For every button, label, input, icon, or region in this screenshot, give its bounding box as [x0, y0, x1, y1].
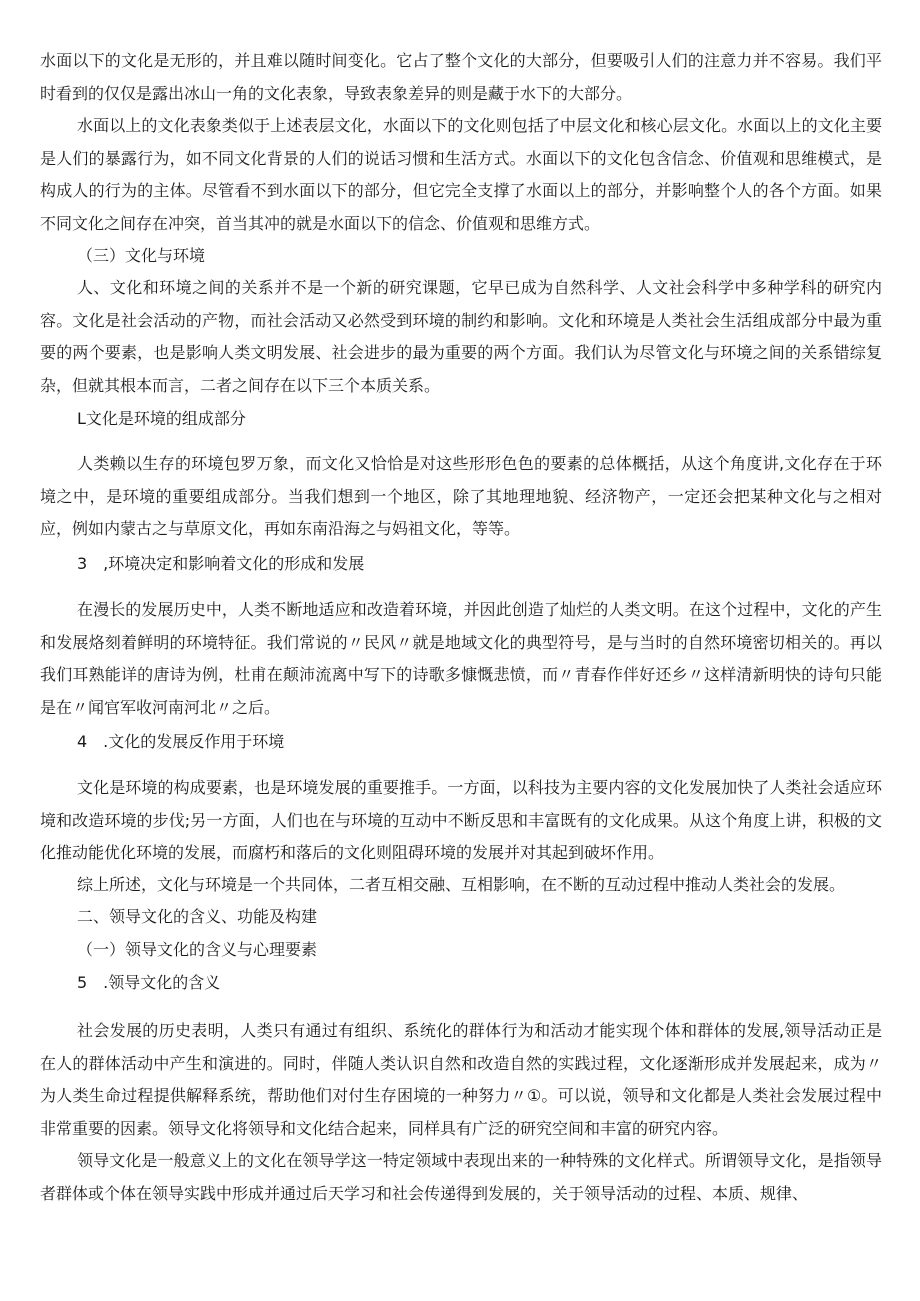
paragraph-culture-component: 人类赖以生存的环境包罗万象，而文化又恰恰是对这些形形色色的要素的总体概括，从这个角度讲,文化存在于环境之中，是环境的重要组成部分。当我们想到一个地区，除了其地理地貌、经济物产，一定还会把某种文化与之相对应，例如内蒙古之与草原文化，再如东南沿海之与妈祖文化，等等。 [40, 454, 882, 538]
subheading-leadership-culture-meaning: 5 .领导文化的含义 [77, 973, 221, 992]
subsection-heading-meaning-psychology: （一）领导文化的含义与心理要素 [77, 940, 318, 959]
paragraph-social-development: 社会发展的历史表明，人类只有通过有组织、系统化的群体行为和活动才能实现个体和群体的发展,领导活动正是在人的群体活动中产生和演进的。同时，伴随人类认识自然和改造自然的实践过程，文化逐渐形成并发展起来，成为〃为人类生命过程提供解释系统，帮助他们对付生存困境的一种努力〃①。可以说，领导和文化都是人类社会发展过程中非常重要的因素。领导文化将领导和文化结合起来，同样具有广泛的研究空间和丰富的研究内容。 [40, 1021, 882, 1138]
paragraph-iceberg-layers: 水面以上的文化表象类似于上述表层文化，水面以下的文化则包括了中层文化和核心层文化。水面以上的文化主要是人们的暴露行为，如不同文化背景的人们的说话习惯和生活方式。水面以下的文化包含信念、价值观和思维模式，是构成人的行为的主体。尽管看不到水面以下的部分，但它完全支撑了水面以上的部分，并影响整个人的各个方面。如果不同文化之间存在冲突，首当其冲的就是水面以下的信念、价值观和思维方式。 [40, 116, 882, 233]
subheading-culture-component: L文化是环境的组成部分 [77, 409, 246, 428]
paragraph-relation-intro: 人、文化和环境之间的关系并不是一个新的研究课题，它早已成为自然科学、人文社会科学中多种学科的研究内容。文化是社会活动的产物，而社会活动又必然受到环境的制约和影响。文化和环境是人类社会生活组成部分中最为重要的两个要素，也是影响人类文明发展、社会进步的最为重要的两个方面。我们认为尽管文化与环境之间的关系错综复杂，但就其根本而言，二者之间存在以下三个本质关系。 [40, 278, 882, 395]
subheading-environment-shapes-culture: 3 ,环境决定和影响着文化的形成和发展 [77, 554, 365, 573]
paragraph-leadership-culture-definition: 领导文化是一般意义上的文化在领导学这一特定领域中表现出来的一种特殊的文化样式。所谓领导文化，是指领导者群体或个体在领导实践中形成并通过后天学习和社会传递得到发展的，关于领导活动的过程、本质、规律、 [40, 1151, 882, 1203]
paragraph-environment-shapes-culture: 在漫长的发展历史中，人类不断地适应和改造着环境，并因此创造了灿烂的人类文明。在这个过程中，文化的产生和发展烙刻着鲜明的环境特征。我们常说的〃民风〃就是地域文化的典型符号，是与当时的自然环境密切相关的。再以我们耳熟能详的唐诗为例，杜甫在颠沛流离中写下的诗歌多慷慨悲愤，而〃青春作伴好还乡〃这样清新明快的诗句只能是在〃闻官军收河南河北〃之后。 [40, 600, 882, 717]
section-heading-culture-environment: （三）文化与环境 [77, 246, 206, 265]
paragraph-culture-reacts: 文化是环境的构成要素，也是环境发展的重要推手。一方面，以科技为主要内容的文化发展加快了人类社会适应环境和改造环境的步伐;另一方面，人们也在与环境的互动中不断反思和丰富既有的文化成果。从这个角度上讲，积极的文化推动能优化环境的发展，而腐朽和落后的文化则阻碍环境的发展并对其起到破坏作用。 [40, 778, 882, 862]
paragraph-summary: 综上所述，文化与环境是一个共同体，二者互相交融、互相影响，在不断的互动过程中推动人类社会的发展。 [77, 875, 846, 894]
paragraph-iceberg-hidden: 水面以下的文化是无形的，并且难以随时间变化。它占了整个文化的大部分，但要吸引人们的注意力并不容易。我们平时看到的仅仅是露出冰山一角的文化表象，导致表象差异的则是藏于水下的大部分。 [40, 51, 882, 103]
subheading-culture-reacts: 4 .文化的发展反作用于环境 [77, 732, 285, 751]
section-heading-leadership-culture: 二、领导文化的含义、功能及构建 [77, 907, 318, 926]
